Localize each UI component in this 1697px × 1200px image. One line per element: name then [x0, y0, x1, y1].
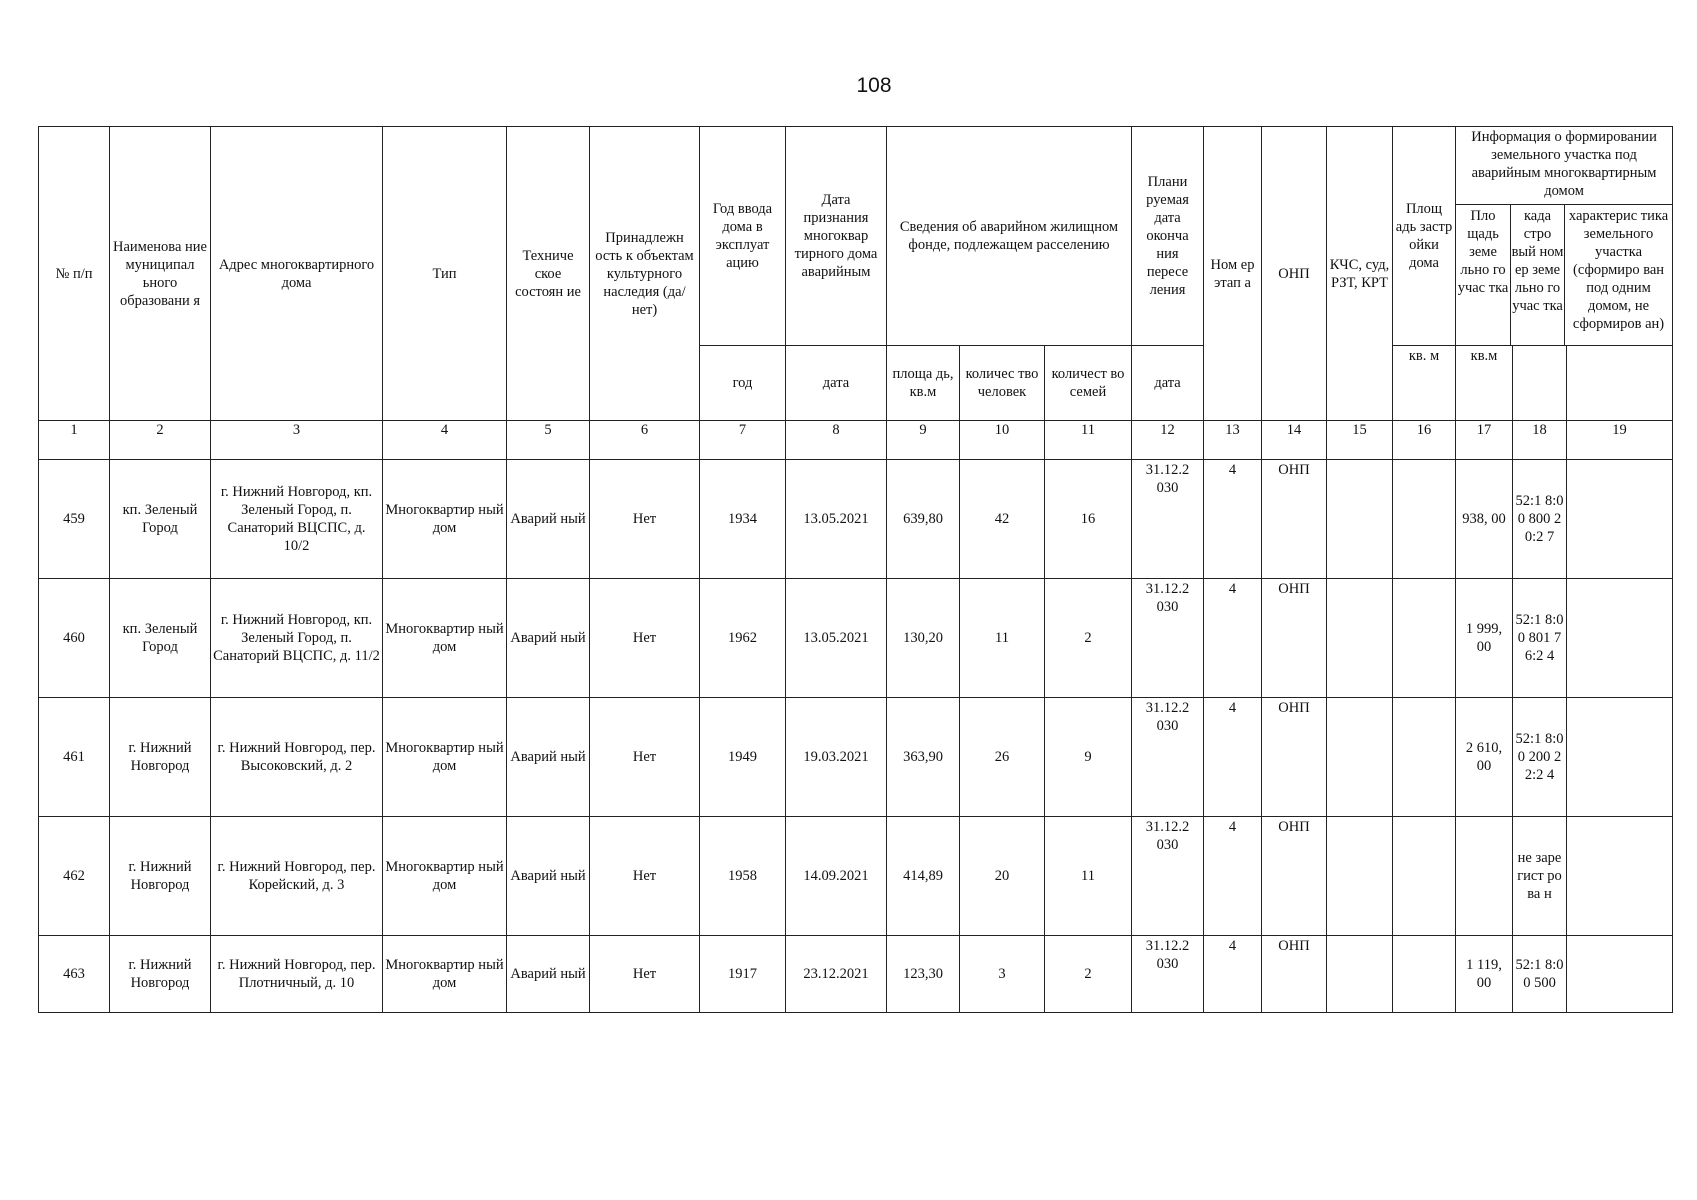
cell-onp: ОНП [1262, 579, 1327, 698]
cell-type: Многоквартир ный дом [383, 579, 507, 698]
header-stage: Ном ер этап а [1204, 127, 1262, 421]
cell-stage: 4 [1204, 936, 1262, 1013]
cell-build-area [1393, 460, 1456, 579]
cell-municipality: г. Нижний Новгород [110, 936, 211, 1013]
cell-land-area: 1 999, 00 [1456, 579, 1513, 698]
cell-state: Аварий ный [507, 698, 590, 817]
column-number: 19 [1567, 421, 1673, 460]
header-land-info [1456, 127, 1673, 346]
cell-land-area: 938, 00 [1456, 460, 1513, 579]
cell-type: Многоквартир ный дом [383, 698, 507, 817]
header-year: Год ввода дома в эксплуат ацию [700, 127, 786, 346]
cell-plan-date: 31.12.2 030 [1132, 579, 1204, 698]
cell-people: 11 [960, 579, 1045, 698]
cell-address: г. Нижний Новгород, кп. Зеленый Город, п. Санаторий ВЦСПС, д. 11/2 [211, 579, 383, 698]
cell-stage: 4 [1204, 698, 1262, 817]
column-number-row [39, 421, 1673, 460]
cell-cadastral: 52:1 8:00 500 [1513, 936, 1567, 1013]
cell-municipality: кп. Зеленый Город [110, 579, 211, 698]
subheader-area: площа дь, кв.м [887, 346, 960, 421]
cell-kchs [1327, 817, 1393, 936]
subheader-year: год [700, 346, 786, 421]
header-type: Тип [383, 127, 507, 421]
header-address: Адрес многоквартирного дома [211, 127, 383, 421]
cell-cadastral: 52:1 8:00 800 20:2 7 [1513, 460, 1567, 579]
cell-kchs [1327, 936, 1393, 1013]
cell-year: 1917 [700, 936, 786, 1013]
header-onp: ОНП [1262, 127, 1327, 421]
cell-number: 459 [39, 460, 110, 579]
cell-kchs [1327, 579, 1393, 698]
cell-date: 13.05.2021 [786, 579, 887, 698]
page-number: 108 [856, 74, 892, 97]
header-cadastral: када стро вый ном ер земе льно го учас тка [1511, 205, 1565, 345]
column-number: 16 [1393, 421, 1456, 460]
subheader-families: количест во семей [1045, 346, 1132, 421]
column-number: 9 [887, 421, 960, 460]
cell-onp: ОНП [1262, 817, 1327, 936]
cell-people: 26 [960, 698, 1045, 817]
header-number: № п/п [39, 127, 110, 421]
cell-families: 16 [1045, 460, 1132, 579]
cell-kchs [1327, 460, 1393, 579]
header-land-info-label: Информация о формировании земельного участка под аварийным многоквартирным домом [1471, 129, 1657, 199]
column-number: 13 [1204, 421, 1262, 460]
cell-people: 20 [960, 817, 1045, 936]
cell-year: 1958 [700, 817, 786, 936]
column-number: 17 [1456, 421, 1513, 460]
cell-cadastral: 52:1 8:00 200 22:2 4 [1513, 698, 1567, 817]
cell-address: г. Нижний Новгород, пер. Высоковский, д. 2 [211, 698, 383, 817]
cell-land-char [1567, 579, 1673, 698]
cell-plan-date: 31.12.2 030 [1132, 817, 1204, 936]
cell-plan-date: 31.12.2 030 [1132, 936, 1204, 1013]
cell-cadastral: 52:1 8:00 801 76:2 4 [1513, 579, 1567, 698]
cell-stage: 4 [1204, 817, 1262, 936]
column-number: 11 [1045, 421, 1132, 460]
cell-area: 639,80 [887, 460, 960, 579]
table-row [39, 698, 1673, 817]
cell-stage: 4 [1204, 460, 1262, 579]
cell-state: Аварий ный [507, 817, 590, 936]
cell-plan-date: 31.12.2 030 [1132, 460, 1204, 579]
header-kchs: КЧС, суд, РЗТ, КРТ [1327, 127, 1393, 421]
cell-date: 19.03.2021 [786, 698, 887, 817]
cell-families: 9 [1045, 698, 1132, 817]
cell-land-char [1567, 936, 1673, 1013]
column-number: 4 [383, 421, 507, 460]
cell-type: Многоквартир ный дом [383, 936, 507, 1013]
cell-build-area [1393, 698, 1456, 817]
cell-onp: ОНП [1262, 698, 1327, 817]
cell-heritage: Нет [590, 579, 700, 698]
subheader-plan-date: дата [1132, 346, 1204, 421]
cell-families: 2 [1045, 936, 1132, 1013]
column-number: 18 [1513, 421, 1567, 460]
header-tech-state: Техниче ское состоян ие [507, 127, 590, 421]
cell-onp: ОНП [1262, 936, 1327, 1013]
column-number: 6 [590, 421, 700, 460]
column-number: 5 [507, 421, 590, 460]
header-planned-date: Плани руемая дата оконча ния пересе ления [1132, 127, 1204, 346]
header-emergency-fund: Сведения об аварийном жилищном фонде, подлежащем расселению [887, 127, 1132, 346]
cell-type: Многоквартир ный дом [383, 817, 507, 936]
cell-build-area [1393, 936, 1456, 1013]
cell-heritage: Нет [590, 936, 700, 1013]
cell-people: 42 [960, 460, 1045, 579]
cell-land-area: 2 610, 00 [1456, 698, 1513, 817]
cell-plan-date: 31.12.2 030 [1132, 698, 1204, 817]
cell-number: 461 [39, 698, 110, 817]
cell-address: г. Нижний Новгород, пер. Плотничный, д. 10 [211, 936, 383, 1013]
cell-year: 1962 [700, 579, 786, 698]
cell-area: 414,89 [887, 817, 960, 936]
cell-cadastral: не заре гист рова н [1513, 817, 1567, 936]
cell-area: 130,20 [887, 579, 960, 698]
table-row [39, 460, 1673, 579]
header-heritage: Принадлежн ость к объектам культурного наследия (да/нет) [590, 127, 700, 421]
subheader-date: дата [786, 346, 887, 421]
column-number: 10 [960, 421, 1045, 460]
cell-date: 14.09.2021 [786, 817, 887, 936]
cell-land-char [1567, 460, 1673, 579]
cell-number: 463 [39, 936, 110, 1013]
column-number: 1 [39, 421, 110, 460]
column-number: 14 [1262, 421, 1327, 460]
subheader-people: количес тво человек [960, 346, 1045, 421]
cell-heritage: Нет [590, 460, 700, 579]
emergency-housing-table [38, 126, 1673, 1013]
subheader-cadastral-cont [1513, 346, 1567, 421]
header-land-area: Пло щадь земе льно го учас тка [1456, 205, 1511, 345]
header-build-area: Площ адь застр ойки дома [1393, 127, 1456, 346]
header-land-characteristics: характерис тика земельного участка (сформиро ван под одним домом, не сформиров ан) [1568, 208, 1669, 332]
cell-area: 363,90 [887, 698, 960, 817]
column-number: 3 [211, 421, 383, 460]
column-number: 8 [786, 421, 887, 460]
cell-number: 462 [39, 817, 110, 936]
cell-date: 23.12.2021 [786, 936, 887, 1013]
cell-families: 11 [1045, 817, 1132, 936]
cell-municipality: кп. Зеленый Город [110, 460, 211, 579]
cell-type: Многоквартир ный дом [383, 460, 507, 579]
cell-year: 1934 [700, 460, 786, 579]
cell-state: Аварий ный [507, 579, 590, 698]
column-number: 2 [110, 421, 211, 460]
cell-area: 123,30 [887, 936, 960, 1013]
cell-number: 460 [39, 579, 110, 698]
subheader-land-char-cont [1567, 346, 1673, 421]
cell-address: г. Нижний Новгород, пер. Корейский, д. 3 [211, 817, 383, 936]
cell-build-area [1393, 579, 1456, 698]
table-row [39, 817, 1673, 936]
cell-municipality: г. Нижний Новгород [110, 698, 211, 817]
column-number: 15 [1327, 421, 1393, 460]
cell-municipality: г. Нижний Новгород [110, 817, 211, 936]
column-number: 7 [700, 421, 786, 460]
column-number: 12 [1132, 421, 1204, 460]
cell-address: г. Нижний Новгород, кп. Зеленый Город, п. Санаторий ВЦСПС, д. 10/2 [211, 460, 383, 579]
cell-heritage: Нет [590, 698, 700, 817]
cell-heritage: Нет [590, 817, 700, 936]
cell-land-char [1567, 817, 1673, 936]
header-municipality: Наименова ние муниципал ьного образовани я [110, 127, 211, 421]
cell-year: 1949 [700, 698, 786, 817]
cell-date: 13.05.2021 [786, 460, 887, 579]
cell-land-area [1456, 817, 1513, 936]
cell-stage: 4 [1204, 579, 1262, 698]
cell-land-char [1567, 698, 1673, 817]
cell-land-area: 1 119, 00 [1456, 936, 1513, 1013]
cell-people: 3 [960, 936, 1045, 1013]
table-row [39, 936, 1673, 1013]
subheader-land-area: кв.м [1456, 346, 1513, 421]
cell-onp: ОНП [1262, 460, 1327, 579]
table-row [39, 579, 1673, 698]
cell-families: 2 [1045, 579, 1132, 698]
cell-state: Аварий ный [507, 936, 590, 1013]
cell-state: Аварий ный [507, 460, 590, 579]
subheader-build-area: кв. м [1393, 346, 1456, 421]
cell-kchs [1327, 698, 1393, 817]
cell-build-area [1393, 817, 1456, 936]
header-recognition-date: Дата признания многоквар тирного дома аварийным [786, 127, 887, 346]
